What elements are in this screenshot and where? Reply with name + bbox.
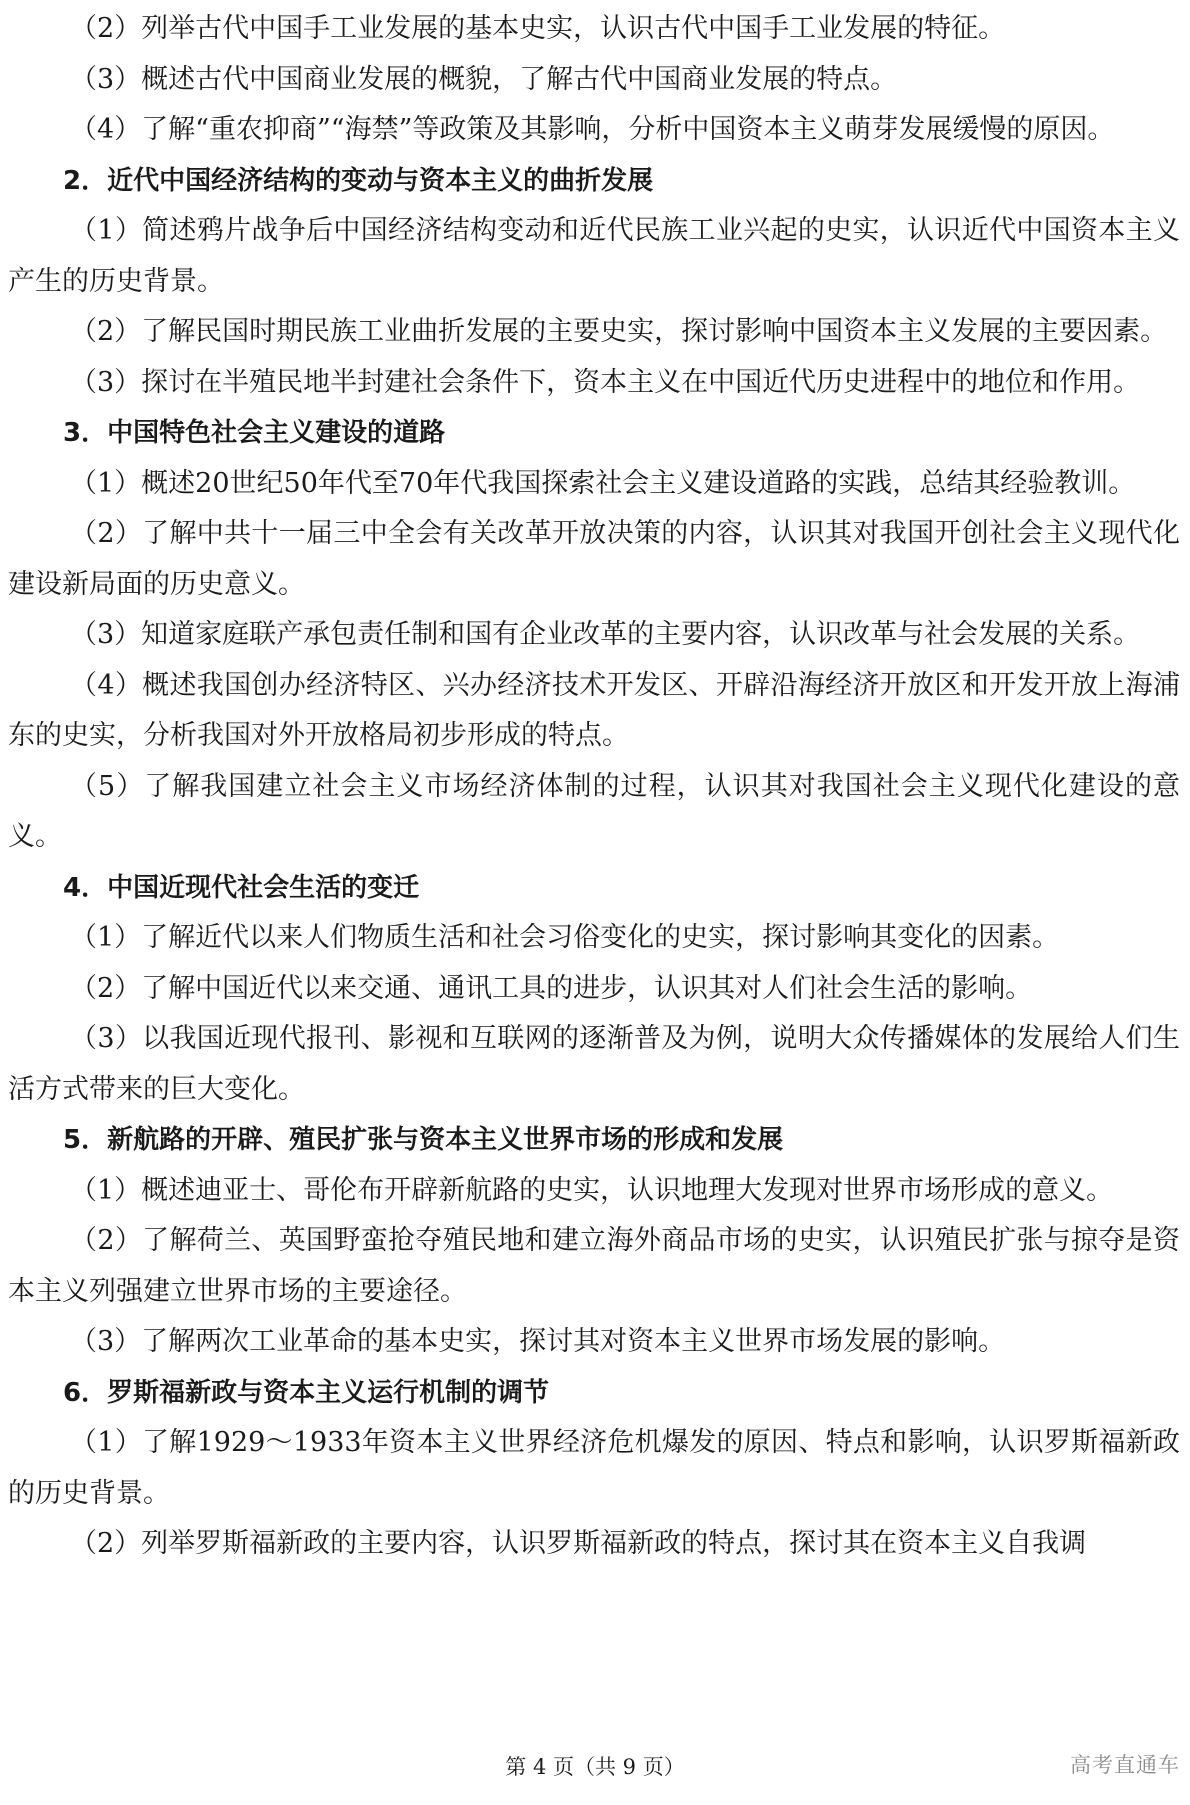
page-content <box>8 4 1180 1570</box>
section-heading: 3．中国特色社会主义建设的道路 <box>63 418 446 448</box>
section-heading: 2．近代中国经济结构的变动与资本主义的曲折发展 <box>63 165 654 196</box>
paragraph: （1）概述20世纪50年代至70年代我国探索社会主义建设道路的实践，总结其经验教训。 <box>70 467 1136 499</box>
paragraph: （2）了解中共十一届三中全会有关改革开放决策的内容，认识其对我国开创社会主义现代化建设新局面的历史意义。 <box>8 518 1180 600</box>
section-heading: 6．罗斯福新政与资本主义运行机制的调节 <box>63 1377 550 1408</box>
paragraph: （2）列举古代中国手工业发展的基本史实，认识古代中国手工业发展的特征。 <box>70 13 1006 44</box>
paragraph: （2）列举罗斯福新政的主要内容，认识罗斯福新政的特点，探讨其在资本主义自我调 <box>70 1528 1087 1559</box>
paragraph: （3）探讨在半殖民地半封建社会条件下，资本主义在中国近代历史进程中的地位和作用。 <box>70 366 1141 398</box>
paragraph: （2）了解民国时期民族工业曲折发展的主要史实，探讨影响中国资本主义发展的主要因素。 <box>70 316 1168 347</box>
paragraph: （4）了解“重农抑商”“海禁”等政策及其影响，分析中国资本主义萌芽发展缓慢的原因。 <box>70 114 1115 145</box>
section-heading: 4．中国近现代社会生活的变迁 <box>63 872 420 903</box>
paragraph: （5）了解我国建立社会主义市场经济体制的过程，认识其对我国社会主义现代化建设的意义。 <box>8 770 1180 852</box>
paragraph: （3）了解两次工业革命的基本史实，探讨其对资本主义世界市场发展的影响。 <box>70 1326 1006 1357</box>
paragraph: （2）了解中国近代以来交通、通讯工具的进步，认识其对人们社会生活的影响。 <box>70 972 1033 1004</box>
section-heading: 5．新航路的开辟、殖民扩张与资本主义世界市场的形成和发展 <box>63 1125 784 1155</box>
paragraph: （1）简述鸦片战争后中国经济结构变动和近代民族工业兴起的史实，认识近代中国资本主义产生的历史背景。 <box>8 215 1180 297</box>
paragraph: （1）了解1929～1933年资本主义世界经济危机爆发的原因、特点和影响，认识罗斯福新政的历史背景。 <box>8 1427 1180 1509</box>
page-footer <box>0 1752 1190 1782</box>
paragraph: （3）以我国近现代报刊、影视和互联网的逐渐普及为例，说明大众传播媒体的发展给人们生活方式带来的巨大变化。 <box>8 1023 1180 1105</box>
paragraph: （3）知道家庭联产承包责任制和国有企业改革的主要内容，认识改革与社会发展的关系。 <box>70 619 1141 650</box>
paragraph: （2）了解荷兰、英国野蛮抢夺殖民地和建立海外商品市场的史实，认识殖民扩张与掠夺是资本主义列强建立世界市场的主要途径。 <box>8 1225 1180 1307</box>
page-number: 第 4 页（共 9 页） <box>505 1755 685 1779</box>
watermark-text: 高考直通车 <box>1070 1753 1180 1777</box>
paragraph: （1）了解近代以来人们物质生活和社会习俗变化的史实，探讨影响其变化的因素。 <box>70 922 1060 953</box>
paragraph: （4）概述我国创办经济特区、兴办经济技术开发区、开辟沿海经济开放区和开发开放上海浦东的史实，分析我国对外开放格局初步形成的特点。 <box>8 669 1180 751</box>
paragraph: （1）概述迪亚士、哥伦布开辟新航路的史实，认识地理大发现对世界市场形成的意义。 <box>70 1174 1114 1206</box>
paragraph: （3）概述古代中国商业发展的概貌，了解古代中国商业发展的特点。 <box>70 63 898 95</box>
